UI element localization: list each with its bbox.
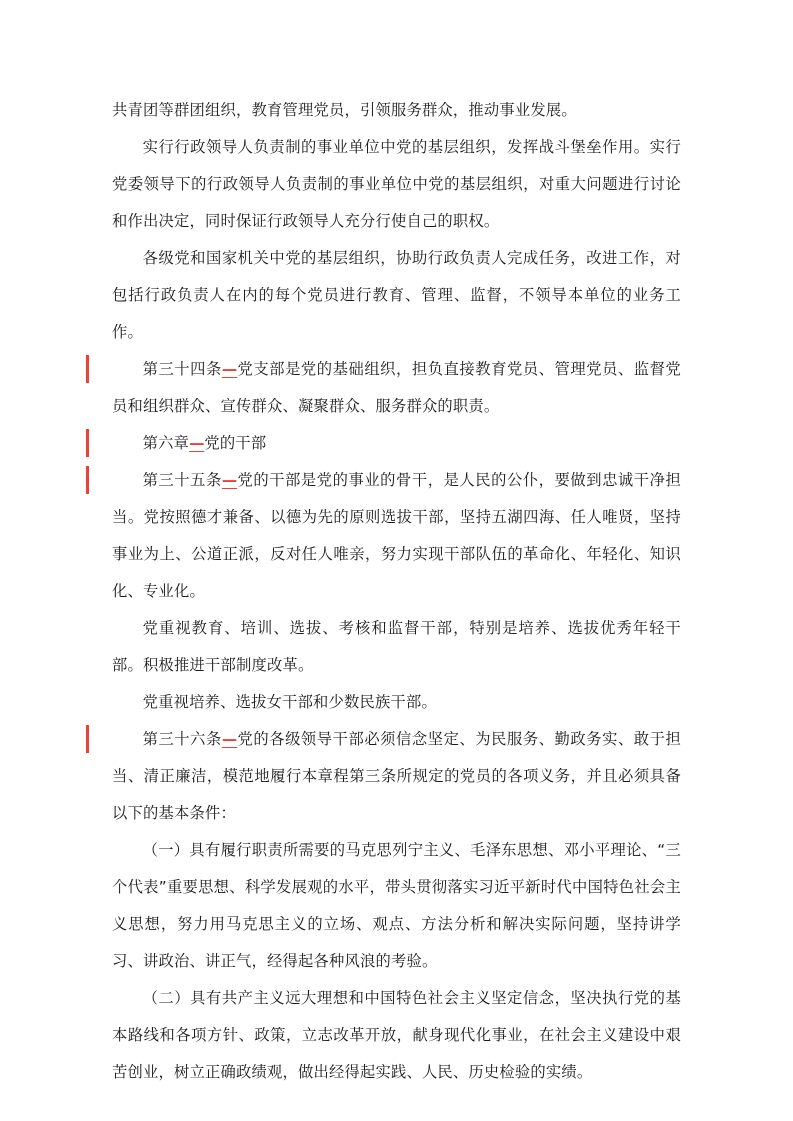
article-label: 第三十四条 (142, 360, 222, 378)
paragraph: 共青团等群团组织，教育管理党员，引领服务群众，推动事业发展。 (112, 101, 577, 119)
article-label: 第三十六条 (142, 730, 222, 748)
article-text: 党支部是党的基础组织，担负直接教育党员、管理党员、监督党员和组织群众、宣传群众、凝聚群众、服务群众的职责。 (112, 360, 681, 415)
article-label: 第三十五条 (142, 471, 222, 489)
article-paragraph (112, 351, 681, 425)
article-separator: — (221, 471, 238, 489)
chapter-label: 第六章 (142, 434, 190, 452)
chapter-separator: — (189, 434, 205, 452)
paragraph: 党重视教育、培训、选拔、考核和监督干部，特别是培养、选拔优秀年轻干部。积极推进干部制度改革。 (112, 619, 681, 674)
paragraph: 各级党和国家机关中党的基层组织，协助行政负责人完成任务，改进工作，对包括行政负责人在内的每个党员进行教育、管理、监督，不领导本单位的业务工作。 (112, 249, 681, 341)
article-paragraph (112, 462, 681, 610)
article-paragraph (112, 721, 681, 832)
article-separator: — (221, 730, 238, 748)
chapter-title: 党的干部 (204, 434, 267, 452)
paragraph: 党重视培养、选拔女干部和少数民族干部。 (142, 693, 438, 711)
article-text: 党的干部是党的事业的骨干，是人民的公仆，要做到忠诚干净担当。党按照德才兼备、以德为先的原则选拔干部，坚持五湖四海、任人唯贤，坚持事业为上、公道正派，反对任人唯亲，努力实现干部队伍的革命化、年轻化、知识化、专业化。 (112, 471, 681, 600)
article-text: 党的各级领导干部必须信念坚定、为民服务、勤政务实、敢于担当、清正廉洁，模范地履行本章程第三条所规定的党员的各项义务，并且必须具备以下的基本条件： (112, 730, 681, 822)
document-body (112, 92, 681, 1091)
list-item: （一）具有履行职责所需要的马克思列宁主义、毛泽东思想、邓小平理论、“三个代表”重要思想、科学发展观的水平，带头贯彻落实习近平新时代中国特色社会主义思想，努力用马克思主义的立场、观点、方法分析和解决实际问题，坚持讲学习、讲政治、讲正气，经得起各种风浪的考验。 (112, 841, 681, 970)
article-separator: — (221, 360, 238, 378)
paragraph: 实行行政领导人负责制的事业单位中党的基层组织，发挥战斗堡垒作用。实行党委领导下的行政领导人负责制的事业单位中党的基层组织，对重大问题进行讨论和作出决定，同时保证行政领导人充分行使自己的职权。 (112, 138, 681, 230)
list-item: （二）具有共产主义远大理想和中国特色社会主义坚定信念，坚决执行党的基本路线和各项方针、政策，立志改革开放，献身现代化事业，在社会主义建设中艰苦创业，树立正确政绩观，做出经得起实践、人民、历史检验的实绩。 (112, 989, 681, 1081)
chapter-heading (112, 425, 681, 462)
